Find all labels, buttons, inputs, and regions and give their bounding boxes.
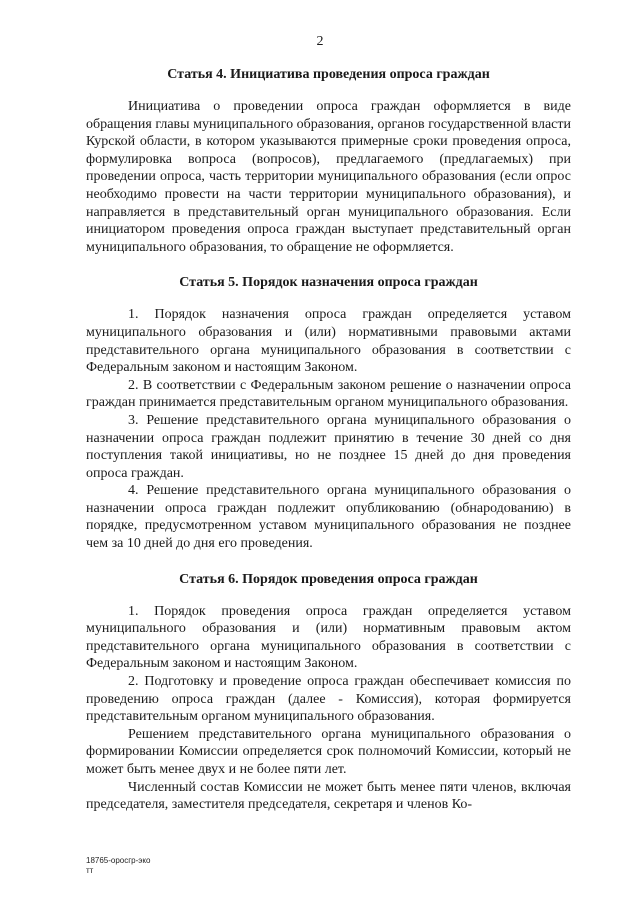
article-5-paragraph-4: 4. Решение представительного органа муниципального образования о назначении опроса граждан подлежит опубликованию (обнародованию) в порядке, предусмотренном уставом муниципального образования не позднее чем за 10 дней до дня его проведения. bbox=[86, 483, 571, 552]
article-5-paragraph-3: 3. Решение представительного органа муниципального образования о назначении опроса граждан подлежит принятию в течение 30 дней со дня поступления такой инициативы, но не позднее 15 дней до дня проведения опроса граждан. bbox=[86, 412, 571, 481]
footer-initials: тт bbox=[86, 866, 94, 875]
article-6-paragraph-2: 2. Подготовку и проведение опроса граждан обеспечивает комиссия по проведению опроса граждан (далее - Комиссия), которая формируется представительным органом муниципального образования. bbox=[86, 674, 571, 725]
article-6-title: Статья 6. Порядок проведения опроса граждан bbox=[179, 571, 478, 587]
article-5-paragraph-1: 1. Порядок назначения опроса граждан определяется уставом муниципального образования и (или) нормативными правовыми актами представительного органа муниципального образования в соответствии с Федеральным законом и настоящим Законом. bbox=[86, 307, 571, 376]
article-5-paragraph-2: 2. В соответствии с Федеральным законом решение о назначении опроса граждан принимается представительным органом муниципального образования. bbox=[86, 377, 571, 411]
article-6-paragraph-1: 1. Порядок проведения опроса граждан определяется уставом муниципального образования и (или) нормативным правовым актом представительного органа муниципального образования в соответствии с Федеральным законом и настоящим Законом. bbox=[86, 603, 571, 672]
article-6-paragraph-3: Решением представительного органа муниципального образования о формировании Комиссии определяется срок полномочий Комиссии, который не может быть менее двух и не более пяти лет. bbox=[86, 726, 571, 777]
footer-code: 18765-оросгр-эко bbox=[86, 856, 151, 865]
article-4-paragraph: Инициатива о проведении опроса граждан оформляется в виде обращения главы муниципального образования, органов государственной власти Курской области, в котором указываются примерные сроки проведения опроса, формулировка вопроса (вопросов), предлагаемого (предлагаемых) при проведении опроса, часть территории муниципального образования (если опрос необходимо провести на части территории муниципального образования), и направляется в представительный орган муниципального образования. Если инициатором проведения опроса граждан выступает представительный орган муниципального образования, то обращение не оформляется. bbox=[86, 99, 571, 255]
document-body bbox=[86, 66, 571, 814]
document-footer bbox=[86, 856, 150, 876]
article-6-paragraph-4: Численный состав Комиссии не может быть менее пяти членов, включая председателя, заместителя председателя, секретаря и членов Ко- bbox=[86, 779, 571, 813]
article-4-title: Статья 4. Инициатива проведения опроса граждан bbox=[167, 67, 490, 82]
article-5-title: Статья 5. Порядок назначения опроса граждан bbox=[179, 275, 478, 291]
page-number: 2 bbox=[316, 34, 324, 49]
